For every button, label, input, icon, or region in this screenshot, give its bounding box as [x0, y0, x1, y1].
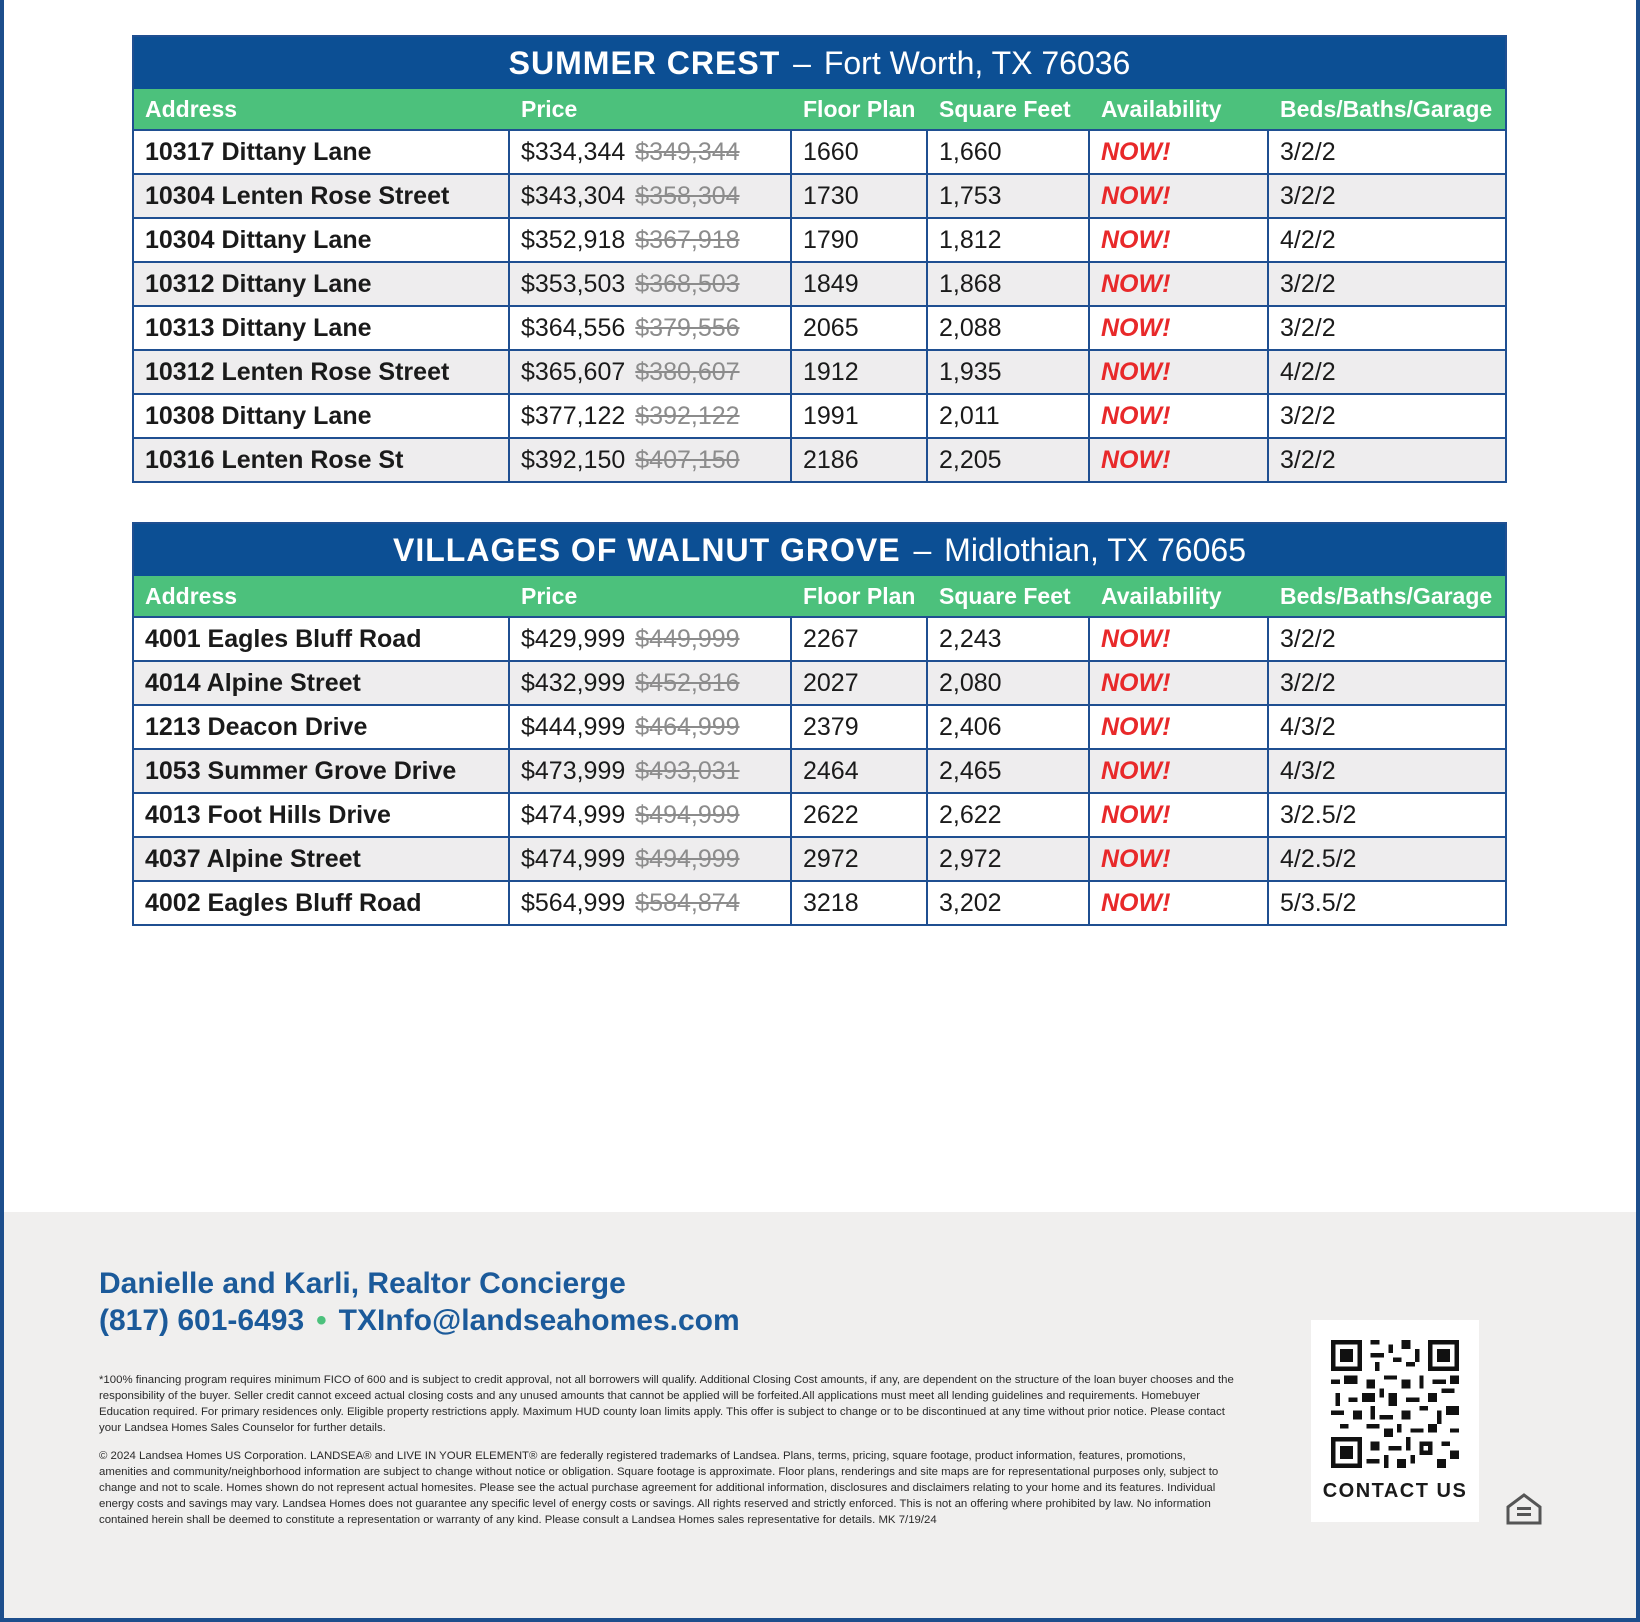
- availability-cell: NOW!: [1090, 219, 1269, 261]
- availability-cell: NOW!: [1090, 618, 1269, 660]
- floor-plan-cell: 1912: [792, 351, 928, 393]
- table-row: [134, 263, 1505, 307]
- original-price: $392,122: [635, 402, 740, 430]
- title-separator: –: [913, 532, 932, 568]
- address-cell: 10312 Dittany Lane: [134, 263, 510, 305]
- price: $365,607: [521, 358, 626, 386]
- address-cell: 10313 Dittany Lane: [134, 307, 510, 349]
- floor-plan-cell: 1991: [792, 395, 928, 437]
- price: $334,344: [521, 138, 626, 166]
- contact-line: [99, 1304, 740, 1338]
- original-price: $358,304: [635, 182, 740, 210]
- table-row: [134, 131, 1505, 175]
- original-price: $407,150: [635, 446, 740, 474]
- price-cell: [510, 395, 792, 437]
- price: $474,999: [521, 801, 626, 829]
- original-price: $464,999: [635, 713, 740, 741]
- floor-plan-cell: 2267: [792, 618, 928, 660]
- beds-baths-garage-cell: 3/2/2: [1280, 314, 1336, 342]
- table-row: [134, 175, 1505, 219]
- original-price: $349,344: [635, 138, 740, 166]
- price: $473,999: [521, 757, 626, 785]
- price-cell: [510, 662, 792, 704]
- square-feet-cell: 1,660: [928, 131, 1090, 173]
- address-cell: 10317 Dittany Lane: [134, 131, 510, 173]
- availability-cell: NOW!: [1090, 395, 1269, 437]
- table-row: [134, 882, 1505, 924]
- floor-plan-cell: 2464: [792, 750, 928, 792]
- column-header: Address: [145, 96, 238, 122]
- column-header: Price: [521, 583, 578, 609]
- address-cell: 4014 Alpine Street: [134, 662, 510, 704]
- floor-plan-cell: 1849: [792, 263, 928, 305]
- phone-link[interactable]: (817) 601-6493: [99, 1304, 305, 1337]
- floor-plan-cell: 2622: [792, 794, 928, 836]
- footer: [4, 1212, 1636, 1618]
- contact-name: Danielle and Karli, Realtor Concierge: [99, 1267, 626, 1300]
- price-cell: [510, 351, 792, 393]
- community-name: SUMMER CREST: [508, 45, 781, 81]
- beds-baths-garage-cell: 3/2.5/2: [1280, 801, 1357, 829]
- title-separator: –: [793, 45, 811, 81]
- column-header: Beds/Baths/Garage: [1280, 96, 1493, 122]
- original-price: $367,918: [635, 226, 740, 254]
- square-feet-cell: 1,753: [928, 175, 1090, 217]
- availability-cell: NOW!: [1090, 706, 1269, 748]
- column-header: Square Feet: [939, 583, 1071, 609]
- beds-baths-garage-cell: 4/3/2: [1280, 713, 1336, 741]
- original-price: $493,031: [635, 757, 740, 785]
- square-feet-cell: 3,202: [928, 882, 1090, 924]
- address-cell: 4002 Eagles Bluff Road: [134, 882, 510, 924]
- beds-baths-garage-cell: 4/2.5/2: [1280, 845, 1357, 873]
- community-name: VILLAGES OF WALNUT GROVE: [393, 532, 901, 568]
- table-row: [134, 351, 1505, 395]
- price: $343,304: [521, 182, 626, 210]
- table-row: [134, 439, 1505, 481]
- original-price: $379,556: [635, 314, 740, 342]
- price: $564,999: [521, 889, 626, 917]
- address-cell: 10312 Lenten Rose Street: [134, 351, 510, 393]
- availability-cell: NOW!: [1090, 351, 1269, 393]
- price-cell: [510, 750, 792, 792]
- original-price: $494,999: [635, 801, 740, 829]
- original-price: $494,999: [635, 845, 740, 873]
- floor-plan-cell: 2186: [792, 439, 928, 481]
- availability-cell: NOW!: [1090, 307, 1269, 349]
- qr-contact-card[interactable]: [1311, 1320, 1479, 1522]
- original-price: $449,999: [635, 625, 740, 653]
- community-title: [134, 37, 1505, 89]
- price: $352,918: [521, 226, 626, 254]
- address-cell: 10304 Lenten Rose Street: [134, 175, 510, 217]
- price: $392,150: [521, 446, 626, 474]
- availability-cell: NOW!: [1090, 794, 1269, 836]
- beds-baths-garage-cell: 4/2/2: [1280, 358, 1336, 386]
- table-header: [134, 89, 1505, 131]
- square-feet-cell: 2,406: [928, 706, 1090, 748]
- floor-plan-cell: 3218: [792, 882, 928, 924]
- beds-baths-garage-cell: 4/2/2: [1280, 226, 1336, 254]
- address-cell: 10316 Lenten Rose St: [134, 439, 510, 481]
- price-cell: [510, 175, 792, 217]
- price-cell: [510, 263, 792, 305]
- address-cell: 10308 Dittany Lane: [134, 395, 510, 437]
- financing-disclaimer: *100% financing program requires minimum FICO of 600 and is subject to credit approval, not all borrowers will qualify. Additional Closing Cost amounts, if any, are dependent on the structure of the loan buyer chooses and the responsibility of the buyer. Seller credit cannot exceed actual closing costs and any unused amounts that cannot be applied will be forfeited.All applications must meet all lending guidelines and requirements. Homebuyer Education required. For primary residences only. Eligible property restrictions apply. Maximum HUD county loan limits apply. This offer is subject to change or to be discontinued at any time without prior notice. Please contact your Landsea Homes Sales Counselor for further details.: [99, 1374, 1234, 1434]
- floor-plan-cell: 2027: [792, 662, 928, 704]
- community-title: [134, 524, 1505, 576]
- table-header: [134, 576, 1505, 618]
- beds-baths-garage-cell: 3/2/2: [1280, 138, 1336, 166]
- price: $444,999: [521, 713, 626, 741]
- column-header: Address: [145, 583, 238, 609]
- availability-cell: NOW!: [1090, 882, 1269, 924]
- address-cell: 4013 Foot Hills Drive: [134, 794, 510, 836]
- square-feet-cell: 2,622: [928, 794, 1090, 836]
- availability-cell: NOW!: [1090, 263, 1269, 305]
- column-header: Beds/Baths/Garage: [1280, 583, 1493, 609]
- community-table: [132, 522, 1507, 926]
- availability-cell: NOW!: [1090, 750, 1269, 792]
- square-feet-cell: 2,205: [928, 439, 1090, 481]
- square-feet-cell: 2,243: [928, 618, 1090, 660]
- price-cell: [510, 706, 792, 748]
- column-header: Availability: [1101, 583, 1222, 609]
- square-feet-cell: 2,465: [928, 750, 1090, 792]
- price-cell: [510, 838, 792, 880]
- table-row: [134, 838, 1505, 882]
- floor-plan-cell: 2972: [792, 838, 928, 880]
- original-price: $452,816: [635, 669, 740, 697]
- availability-cell: NOW!: [1090, 439, 1269, 481]
- community-location: Fort Worth, TX 76036: [823, 45, 1131, 81]
- table-row: [134, 750, 1505, 794]
- column-header: Floor Plan: [803, 96, 916, 122]
- price: $429,999: [521, 625, 626, 653]
- bullet-separator: •: [316, 1304, 327, 1337]
- table-row: [134, 395, 1505, 439]
- qr-code-icon[interactable]: [1331, 1340, 1459, 1468]
- table-row: [134, 662, 1505, 706]
- availability-cell: NOW!: [1090, 838, 1269, 880]
- legal-disclaimer: © 2024 Landsea Homes US Corporation. LANDSEA® and LIVE IN YOUR ELEMENT® are federally registered trademarks of Landsea. Plans, terms, pricing, square footage, product information, features, promotions, amenities and community/neighborhood information are subject to change without notice or obligation. Square footage is approximate. Floor plans, renderings and site maps are for representational purposes only, subject to change and not to scale. Homes shown do not represent actual homesites. Please see the actual purchase agreement for additional information, disclosures and disclaimers relating to your home and its features. Individual energy costs and savings may vary. Landsea Homes does not guarantee any specific level of energy costs or savings. All rights reserved and strictly enforced. This is not an offering where prohibited by law. No information contained herein shall be deemed to constitute a representation or warranty of any kind. Please consult a Landsea Homes sales representative for details. MK 7/19/24: [99, 1450, 1219, 1526]
- square-feet-cell: 2,972: [928, 838, 1090, 880]
- beds-baths-garage-cell: 3/2/2: [1280, 625, 1336, 653]
- price-cell: [510, 439, 792, 481]
- floor-plan-cell: 1660: [792, 131, 928, 173]
- community-location: Midlothian, TX 76065: [944, 532, 1246, 568]
- beds-baths-garage-cell: 5/3.5/2: [1280, 889, 1357, 917]
- column-header: Square Feet: [939, 96, 1071, 122]
- floor-plan-cell: 1730: [792, 175, 928, 217]
- price-cell: [510, 794, 792, 836]
- address-cell: 4001 Eagles Bluff Road: [134, 618, 510, 660]
- table-row: [134, 794, 1505, 838]
- table-row: [134, 706, 1505, 750]
- price: $474,999: [521, 845, 626, 873]
- table-row: [134, 618, 1505, 662]
- equal-housing-icon: [1506, 1492, 1542, 1526]
- square-feet-cell: 2,088: [928, 307, 1090, 349]
- square-feet-cell: 2,080: [928, 662, 1090, 704]
- floor-plan-cell: 1790: [792, 219, 928, 261]
- price-cell: [510, 882, 792, 924]
- availability-cell: NOW!: [1090, 131, 1269, 173]
- beds-baths-garage-cell: 3/2/2: [1280, 446, 1336, 474]
- table-row: [134, 219, 1505, 263]
- column-header: Availability: [1101, 96, 1222, 122]
- price-cell: [510, 618, 792, 660]
- beds-baths-garage-cell: 3/2/2: [1280, 270, 1336, 298]
- floor-plan-cell: 2379: [792, 706, 928, 748]
- price: $432,999: [521, 669, 626, 697]
- square-feet-cell: 1,812: [928, 219, 1090, 261]
- beds-baths-garage-cell: 3/2/2: [1280, 669, 1336, 697]
- price: $377,122: [521, 402, 626, 430]
- qr-label[interactable]: CONTACT US: [1322, 1480, 1468, 1502]
- price: $364,556: [521, 314, 626, 342]
- availability-cell: NOW!: [1090, 175, 1269, 217]
- beds-baths-garage-cell: 3/2/2: [1280, 402, 1336, 430]
- price-cell: [510, 131, 792, 173]
- price-cell: [510, 219, 792, 261]
- community-table: [132, 35, 1507, 483]
- table-row: [134, 307, 1505, 351]
- address-cell: 10304 Dittany Lane: [134, 219, 510, 261]
- square-feet-cell: 2,011: [928, 395, 1090, 437]
- original-price: $368,503: [635, 270, 740, 298]
- price: $353,503: [521, 270, 626, 298]
- square-feet-cell: 1,868: [928, 263, 1090, 305]
- original-price: $584,874: [635, 889, 740, 917]
- availability-cell: NOW!: [1090, 662, 1269, 704]
- column-header: Floor Plan: [803, 583, 916, 609]
- address-cell: 1053 Summer Grove Drive: [134, 750, 510, 792]
- square-feet-cell: 1,935: [928, 351, 1090, 393]
- email-link[interactable]: TXInfo@landseahomes.com: [338, 1304, 740, 1337]
- price-cell: [510, 307, 792, 349]
- floor-plan-cell: 2065: [792, 307, 928, 349]
- address-cell: 1213 Deacon Drive: [134, 706, 510, 748]
- table-body: [134, 618, 1505, 924]
- column-header: Price: [521, 96, 578, 122]
- address-cell: 4037 Alpine Street: [134, 838, 510, 880]
- original-price: $380,607: [635, 358, 740, 386]
- beds-baths-garage-cell: 4/3/2: [1280, 757, 1336, 785]
- beds-baths-garage-cell: 3/2/2: [1280, 182, 1336, 210]
- table-body: [134, 131, 1505, 481]
